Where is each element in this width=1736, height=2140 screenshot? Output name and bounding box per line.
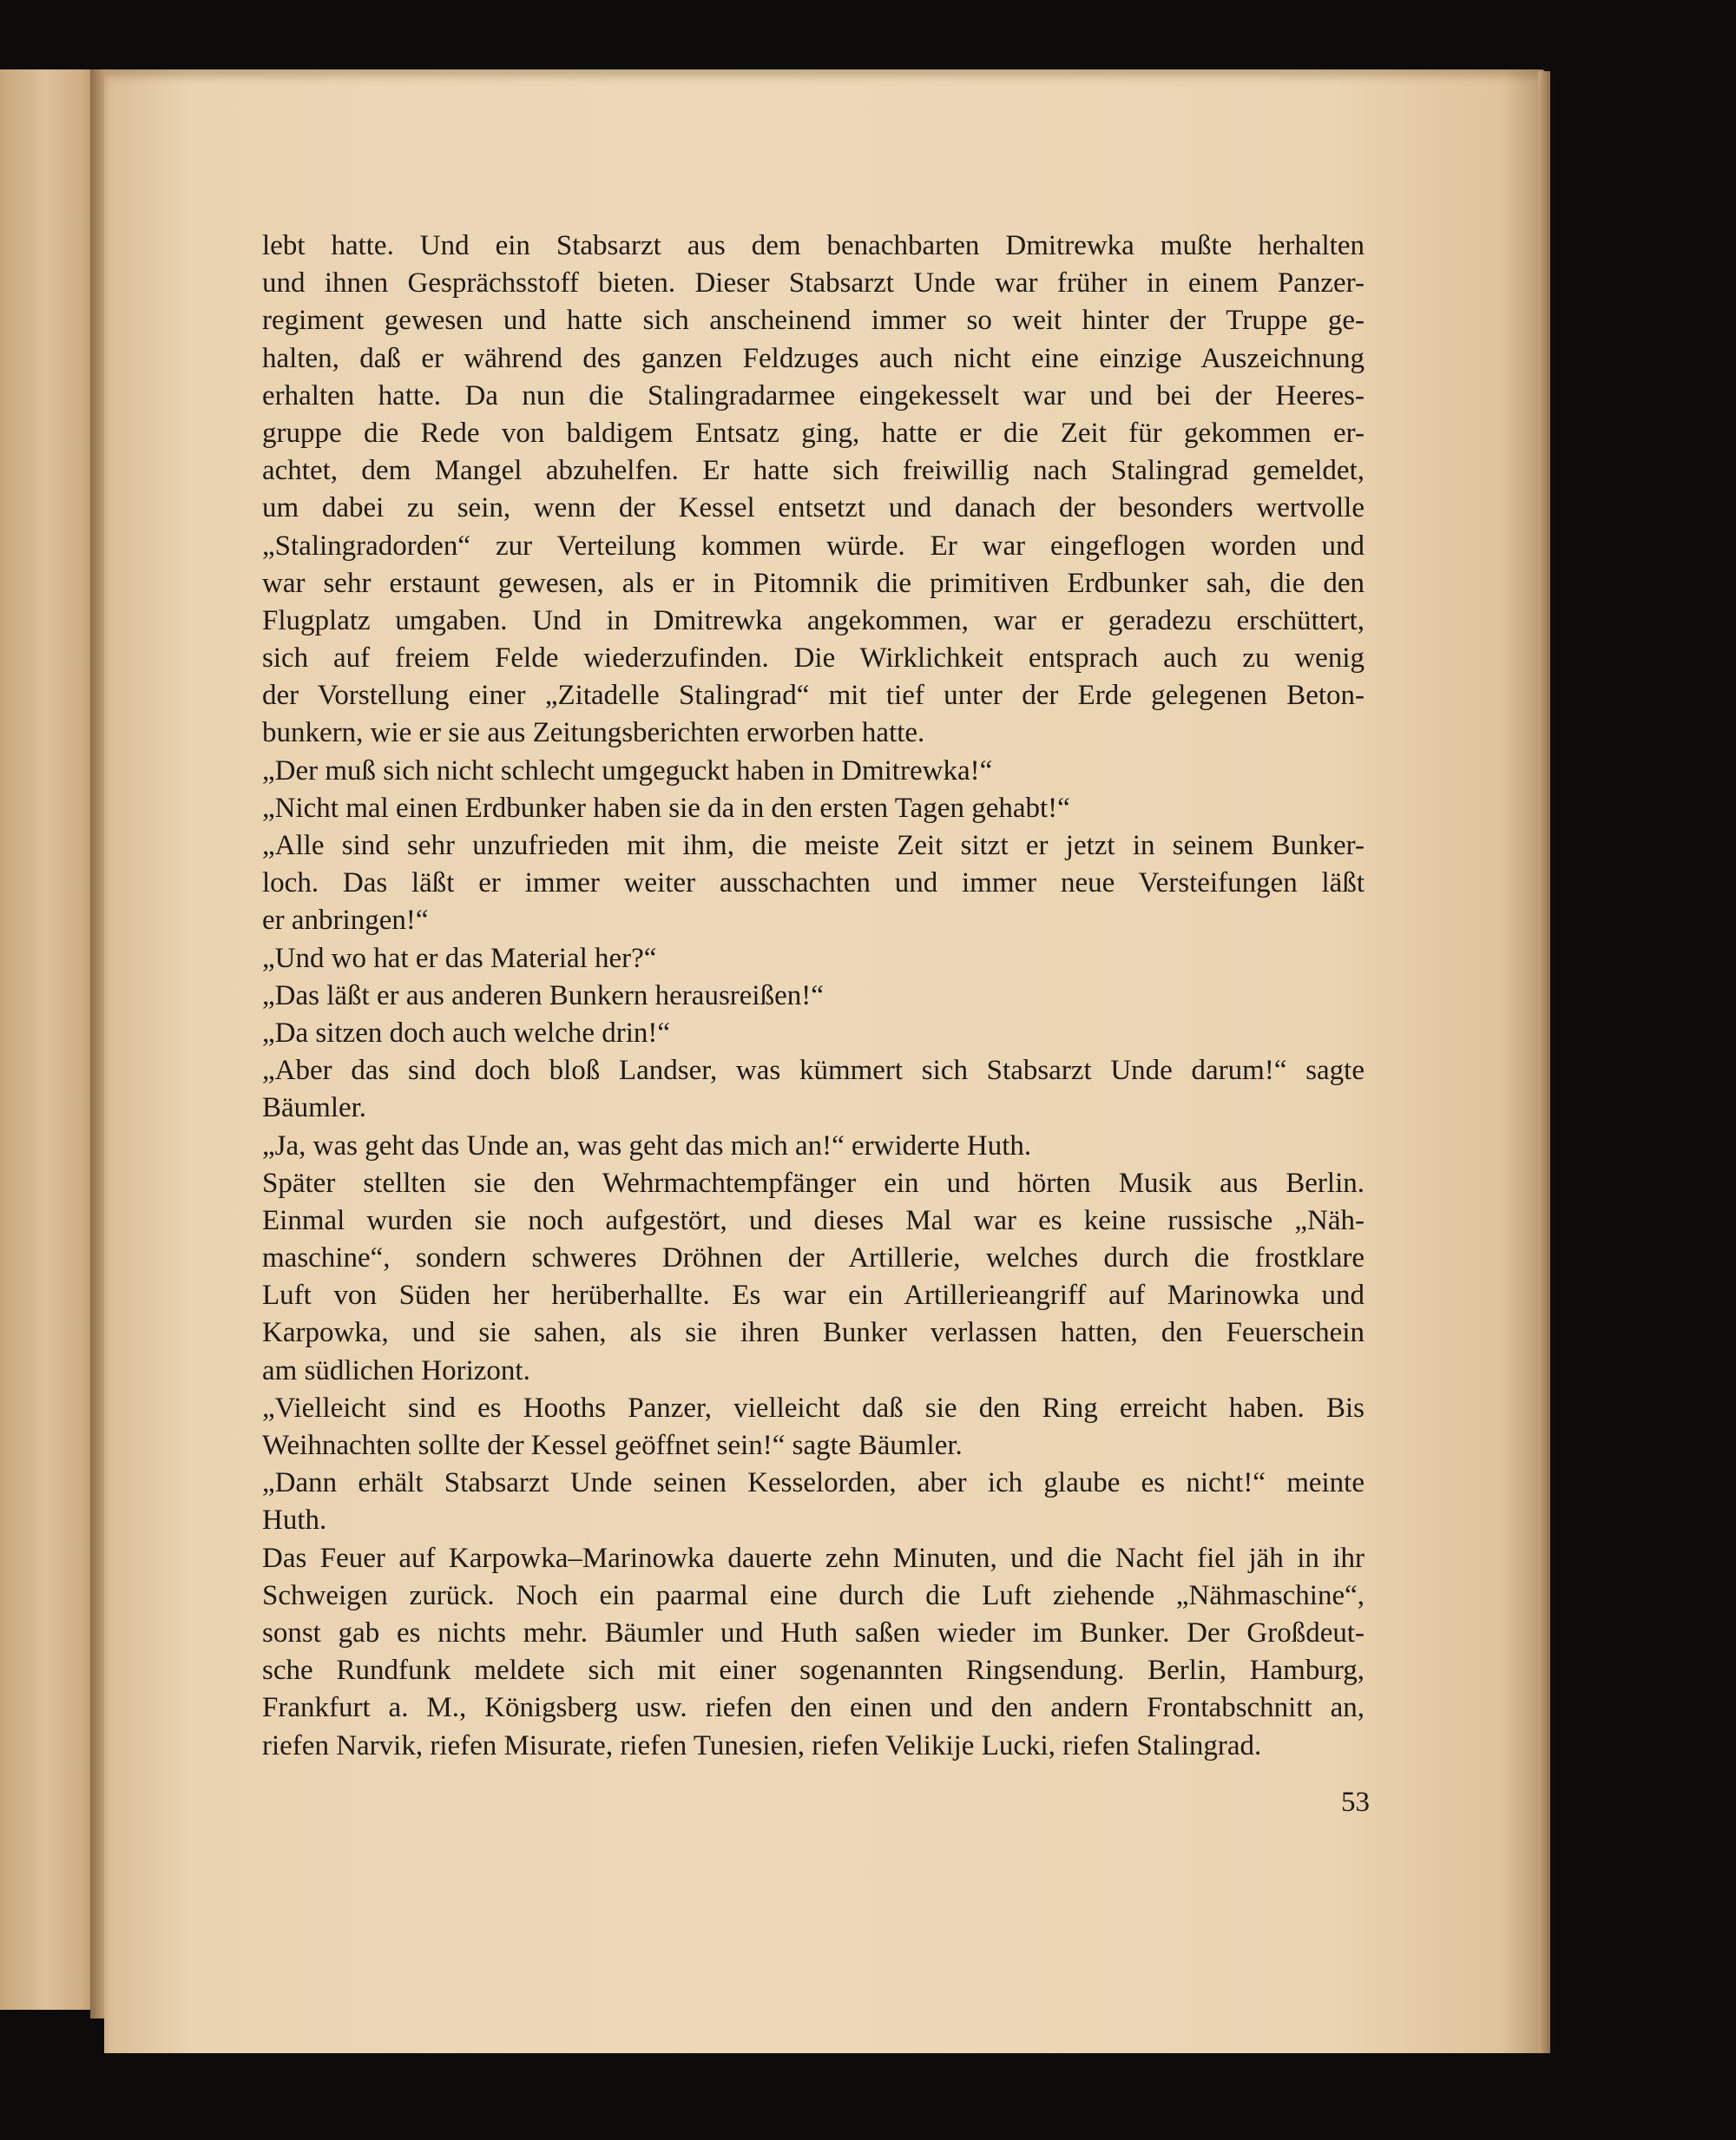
text-line: maschine“, sondern schweres Dröhnen der Artillerie, welches durch die frostklare [262,1242,1364,1274]
page-edge-shadow [1538,71,1550,2053]
text-line: „Aber das sind doch bloß Landser, was kümmert sich Stabsarzt Unde darum!“ sagte [262,1055,1364,1087]
text-line: regiment gewesen und hatte sich anscheinend immer so weit hinter der Truppe ge- [262,305,1364,337]
text-line: gruppe die Rede von baldigem Entsatz ging, hatte er die Zeit für gekommen er- [262,417,1364,449]
text-line: Schweigen zurück. Noch ein paarmal eine durch die Luft ziehende „Nähmaschine“, [262,1579,1364,1611]
text-line: er anbringen!“ [262,905,429,937]
text-line: erhalten hatte. Da nun die Stalingradarmee eingekesselt war und bei der Heeres- [262,379,1364,412]
text-line: Karpowka, und sie sahen, als sie ihren Bunker verlassen hatten, den Feuerschein [262,1317,1364,1349]
text-line: Einmal wurden sie noch aufgestört, und dieses Mal war es keine russische „Näh- [262,1204,1364,1236]
text-line: lebt hatte. Und ein Stabsarzt aus dem benachbarten Dmitrewka mußte herhalten [262,230,1364,261]
text-line: „Der muß sich nicht schlecht umgeguckt haben in Dmitrewka!“ [262,754,993,787]
text-line: Bäumler. [262,1092,367,1124]
text-line: „Vielleicht sind es Hooths Panzer, vielleicht daß sie den Ring erreicht haben. Bis [262,1392,1364,1424]
text-line: und ihnen Gesprächsstoff bieten. Dieser Stabsarzt Unde war früher in einem Panzer- [262,267,1364,300]
body-text [262,227,1364,1765]
text-line: loch. Das läßt er immer weiter ausschachten und immer neue Versteifungen läßt [262,867,1364,899]
left-page-edge [0,69,102,2010]
text-line: bunkern, wie er sie aus Zeitungsberichten erworben hatte. [262,717,925,749]
text-line: Huth. [262,1505,327,1537]
text-line: „Alle sind sehr unzufrieden mit ihm, die meiste Zeit sitzt er jetzt in seinem Bunker- [262,830,1364,861]
text-line: der Vorstellung einer „Zitadelle Stalingrad“ mit tief unter der Erde gelegenen Beton- [262,680,1364,712]
text-line: achtet, dem Mangel abzuhelfen. Er hatte sich freiwillig nach Stalingrad gemeldet, [262,455,1364,487]
text-line: war sehr erstaunt gewesen, als er in Pitomnik die primitiven Erdbunker sah, die den [262,567,1364,599]
text-line: sche Rundfunk meldete sich mit einer sogenannten Ringsendung. Berlin, Hamburg, [262,1655,1364,1687]
page-number: 53 [1341,1787,1370,1818]
text-line: „Stalingradorden“ zur Verteilung kommen würde. Er war eingeflogen worden und [262,530,1364,562]
text-line: sonst gab es nichts mehr. Bäumler und Huth saßen wieder im Bunker. Der Großdeut- [262,1617,1364,1649]
text-line: um dabei zu sein, wenn der Kessel entsetzt und danach der besonders wertvolle [262,492,1364,524]
text-line: Flugplatz umgaben. Und in Dmitrewka angekommen, war er geradezu erschüttert, [262,604,1364,636]
text-line: sich auf freiem Felde wiederzufinden. Die Wirklichkeit entsprach auch zu wenig [262,642,1364,675]
text-line: Weihnachten sollte der Kessel geöffnet sein!“ sagte Bäumler. [262,1430,963,1461]
text-line: „Und wo hat er das Material her?“ [262,942,657,974]
text-line: riefen Narvik, riefen Misurate, riefen Tunesien, riefen Velikije Lucki, riefen Stalingrad. [262,1729,1262,1761]
text-line: Luft von Süden her herüberhallte. Es war ein Artillerieangriff auf Marinowka und [262,1280,1364,1312]
text-line: am südlichen Horizont. [262,1354,530,1386]
text-line: halten, daß er während des ganzen Feldzuges auch nicht eine einzige Auszeichnung [262,342,1364,374]
text-line: Frankfurt a. M., Königsberg usw. riefen den einen und den andern Frontabschnitt an, [262,1692,1364,1724]
text-line: „Nicht mal einen Erdbunker haben sie da in den ersten Tagen gehabt!“ [262,792,1070,824]
text-line: Das Feuer auf Karpowka–Marinowka dauerte zehn Minuten, und die Nacht fiel jäh in ihr [262,1542,1364,1574]
text-line: „Da sitzen doch auch welche drin!“ [262,1017,671,1049]
text-line: „Dann erhält Stabsarzt Unde seinen Kesselorden, aber ich glaube es nicht!“ meinte [262,1467,1364,1499]
text-line: „Ja, was geht das Unde an, was geht das mich an!“ erwiderte Huth. [262,1129,1032,1162]
text-line: „Das läßt er aus anderen Bunkern herausreißen!“ [262,979,824,1011]
text-line: Später stellten sie den Wehrmachtempfänger ein und hörten Musik aus Berlin. [262,1167,1364,1199]
